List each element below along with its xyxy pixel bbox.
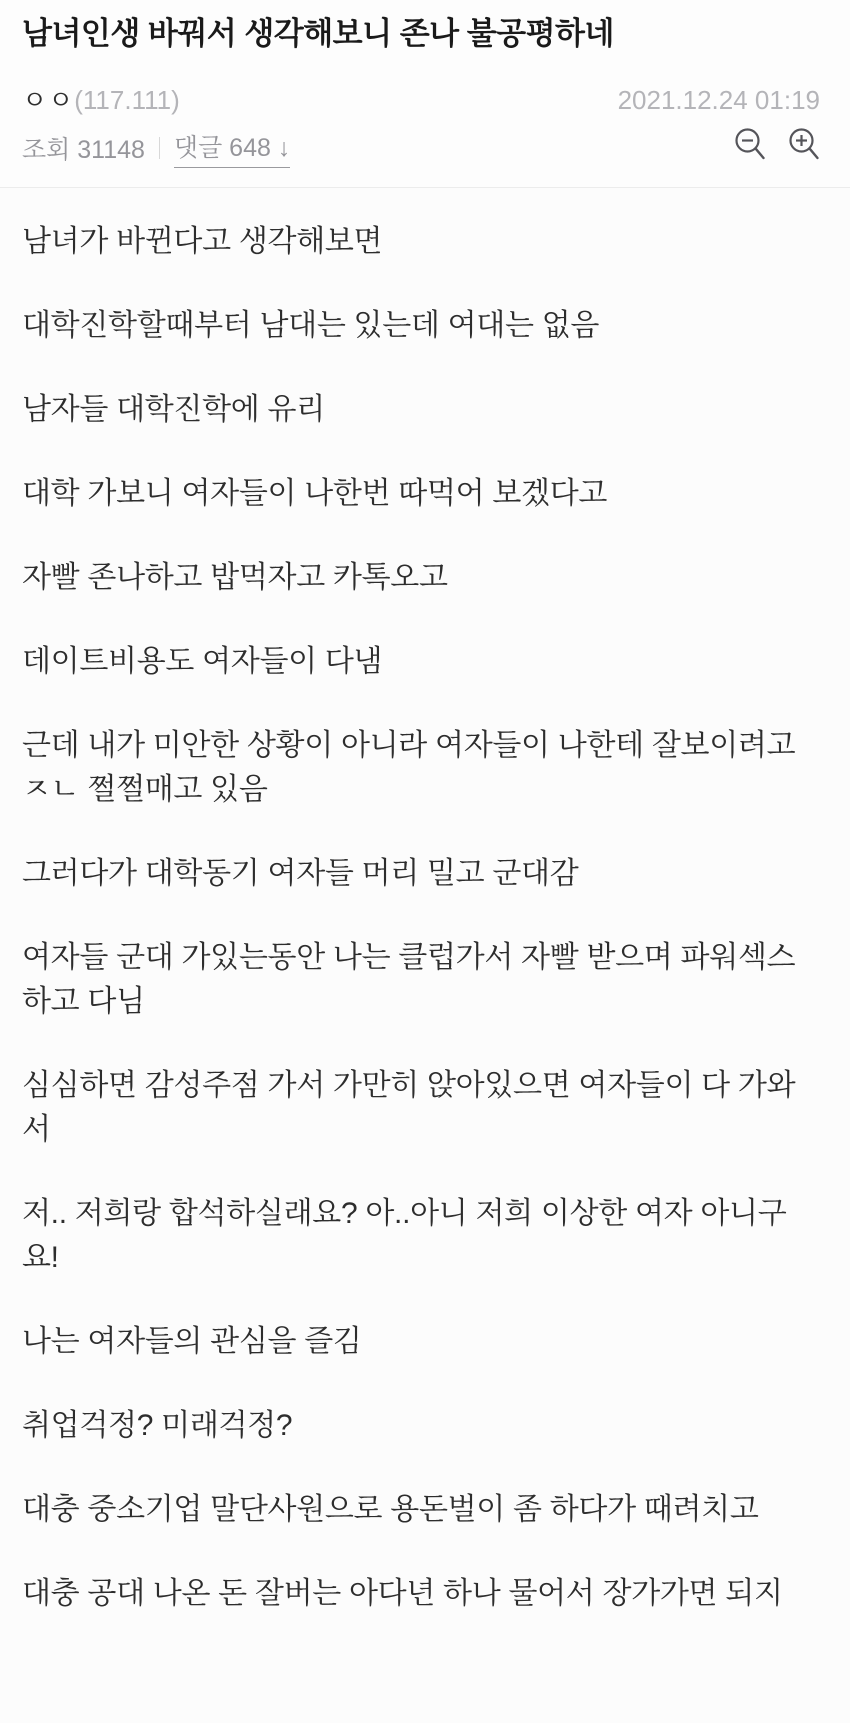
author-name: ㅇㅇ — [22, 85, 75, 115]
zoom-out-icon[interactable] — [734, 127, 766, 168]
post-paragraph: 자빨 존나하고 밥먹자고 카톡오고 — [22, 561, 448, 594]
author[interactable] — [22, 80, 180, 117]
post-paragraph: 대학진학할때부터 남대는 있는데 여대는 없음 — [22, 309, 600, 342]
post-title: 남녀인생 바꿔서 생각해보니 존나 불공평하네 — [22, 16, 614, 51]
author-ip: (117.111) — [74, 85, 180, 115]
post-body — [0, 188, 850, 1616]
post-paragraph: 남녀가 바뀐다고 생각해보면 — [22, 225, 383, 258]
stat-divider — [159, 137, 160, 159]
zoom-controls — [734, 127, 820, 168]
post-paragraph: 저.. 저희랑 합석하실래요? 아..아니 저희 이상한 여자 아니구요! — [22, 1197, 787, 1274]
post-paragraph: 남자들 대학진학에 유리 — [22, 393, 325, 426]
post-paragraph: 대충 공대 나온 돈 잘버는 아다년 하나 물어서 장가가면 되지 — [22, 1577, 783, 1610]
post-paragraph: 대학 가보니 여자들이 나한번 따먹어 보겠다고 — [22, 477, 608, 510]
comment-count-link[interactable]: 댓글 648 ↓ — [174, 128, 290, 168]
stats-row — [22, 127, 820, 168]
post-paragraph: 그러다가 대학동기 여자들 머리 밀고 군대감 — [22, 857, 579, 890]
post-date: 2021.12.24 01:19 — [617, 85, 820, 115]
zoom-in-icon[interactable] — [788, 127, 820, 168]
post-paragraph: 심심하면 감성주점 가서 가만히 앉아있으면 여자들이 다 가와서 — [22, 1069, 796, 1146]
post-paragraph: 근데 내가 미안한 상황이 아니라 여자들이 나한테 잘보이려고 ㅈㄴ 쩔쩔매고 있음 — [22, 729, 804, 806]
post-paragraph: 대충 중소기업 말단사원으로 용돈벌이 좀 하다가 때려치고 — [22, 1493, 759, 1526]
post-header — [0, 0, 850, 188]
post-paragraph: 나는 여자들의 관심을 즐김 — [22, 1325, 362, 1358]
post-paragraph: 여자들 군대 가있는동안 나는 클럽가서 자빨 받으며 파워섹스하고 다님 — [22, 941, 796, 1018]
stats-left — [22, 128, 290, 168]
meta-row — [22, 80, 820, 117]
view-count: 조회 31148 — [22, 135, 145, 164]
post-paragraph: 취업걱정? 미래걱정? — [22, 1409, 293, 1442]
post-paragraph: 데이트비용도 여자들이 다냄 — [22, 645, 383, 678]
